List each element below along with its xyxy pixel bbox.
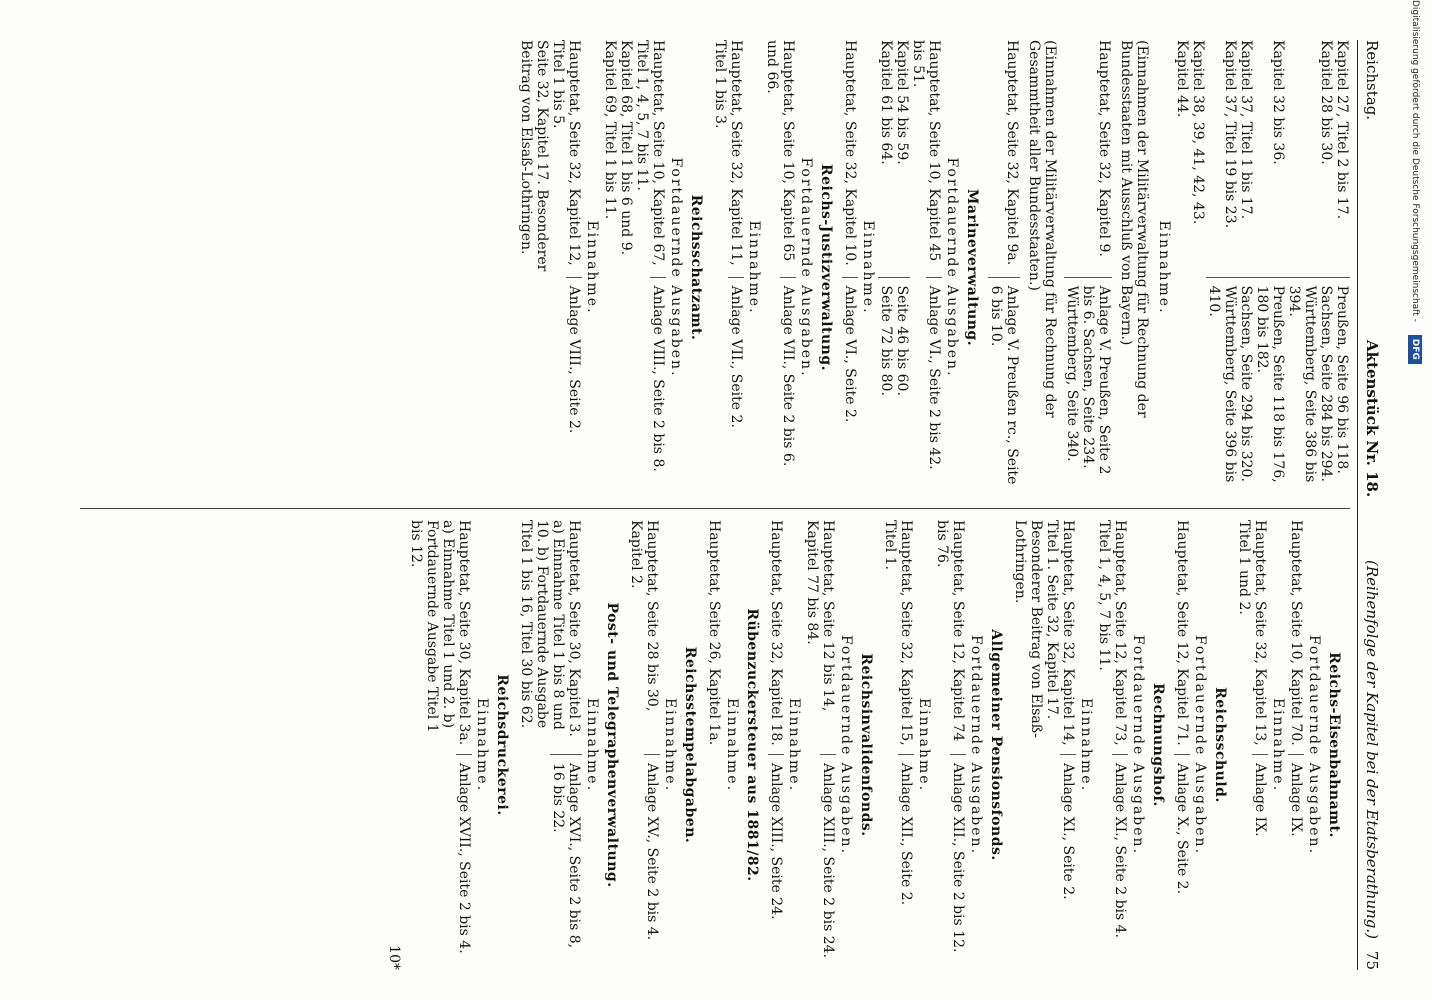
index-entry: Hauptetat, Seite 32, Kapitel 15, Titel 1. (882, 520, 914, 746)
index-entry: Hauptetat, Seite 32, Kapitel 14, Titel 1. Seite 32, Kapitel 17. Besonderer Beitrag von Elsaß-Lothringen. (1012, 520, 1076, 746)
index-row (764, 40, 796, 495)
index-row (618, 40, 634, 495)
index-entry: Kapitel 69, Titel 1 bis 11. (602, 40, 618, 220)
index-row (1206, 40, 1238, 495)
einnahme-heading: Einnahme. (662, 697, 678, 793)
index-row (1238, 40, 1254, 495)
left-rows-7 (712, 40, 744, 495)
index-entry: Hauptetat, Seite 12, Kapitel 71. (1174, 520, 1190, 746)
einnahme-heading: Einnahme. (746, 220, 762, 315)
subheading: Fortdauernde Ausgaben. (968, 634, 984, 856)
section-heading-schuld: Reichsschuld. (1212, 687, 1228, 803)
index-row (1254, 40, 1286, 495)
index-entry: Hauptetat, Seite 32, Kapitel 9. (1096, 40, 1112, 257)
header-title: (Reihenfolge der Kapitel bei der Etatsberathung.) (1363, 560, 1381, 940)
section-heading-invalidenfonds: Reichsinvalidenfonds. (858, 653, 874, 837)
index-row (1174, 520, 1190, 970)
index-row (1012, 520, 1076, 970)
index-reference: Anlage XV., Seite 2 bis 4. (644, 754, 660, 970)
einnahme-heading: Einnahme. (1156, 220, 1172, 315)
section-heading-ruebenzucker: Rübenzuckersteuer aus 1881/82. (744, 608, 760, 882)
dfg-badge: DFG (1408, 335, 1422, 364)
index-row (934, 520, 966, 970)
index-reference: Anlage VI., Seite 2 bis 42. (926, 277, 942, 495)
einnahme-heading: Einnahme. (584, 697, 600, 793)
einnahme-heading: Einnahme. (474, 697, 490, 793)
index-reference: Württemberg, Seite 396 bis 410. (1206, 277, 1238, 495)
index-entry: Kapitel 27, Titel 2 bis 17. (1334, 40, 1350, 220)
dfg-credit-strip (1403, 0, 1429, 1000)
right-rows-6 (934, 520, 966, 970)
right-rows-10 (706, 520, 722, 970)
section-heading-schatzamt: Reichsschatzamt. (688, 194, 704, 341)
index-entry: Hauptetat, Seite 32, Kapitel 13, Titel 1 und 2. (1236, 520, 1268, 746)
index-row (804, 520, 836, 970)
index-entry: Hauptetat, Seite 32, Kapitel 11, Titel 1 bis 3. (712, 40, 744, 266)
einnahme-heading: Einnahme. (916, 697, 932, 793)
index-entry: Hauptetat, Seite 26, Kapitel 1a. (706, 520, 722, 746)
index-row (768, 520, 784, 970)
index-row (634, 40, 666, 495)
index-entry: Hauptetat, Seite 10, Kapitel 45 bis 51. (910, 40, 942, 262)
einnahme-heading: Einnahme. (860, 220, 876, 315)
left-rows-2 (1064, 40, 1112, 495)
index-reference: Anlage VII., Seite 2. (728, 277, 744, 495)
note-paragraph: (Einnahmen der Militärverwaltung für Rechnung der Gesammtheit aller Bundesstaaten.) (1026, 40, 1058, 418)
index-entry: Kapitel 32 bis 36. (1270, 40, 1286, 165)
index-row (706, 520, 722, 970)
index-reference: Anlage X., Seite 2. (1174, 754, 1190, 970)
index-entry: Kapitel 37, Titel 1 bis 17. (1238, 40, 1254, 220)
index-row (550, 40, 582, 495)
right-rows-4 (1096, 520, 1128, 970)
index-entry: Kapitel 68, Titel 1 bis 6 und 9. (618, 40, 634, 256)
subheading: Fortdauernde Ausgaben. (668, 157, 684, 378)
index-entry: Hauptetat, Seite 32, Kapitel 18. (768, 520, 784, 746)
dfg-credit-text (1403, 0, 1427, 1000)
subheading: Fortdauernde Ausgaben. (944, 157, 960, 378)
right-rows-8 (804, 520, 836, 970)
index-reference: Seite 72 bis 80. (878, 277, 894, 495)
section-heading-justiz: Reichs-Justizverwaltung. (818, 163, 834, 372)
einnahme-heading: Einnahme. (584, 220, 600, 315)
index-entry: Hauptetat, Seite 32, Kapitel 10. (842, 40, 858, 266)
section-heading-eisenbahn: Reichs-Eisenbahnamt. (1326, 652, 1342, 838)
index-entry: Hauptetat, Seite 30, Kapitel 3a. a) Einnahme Titel 1 und 2. b) Fortdauernde Ausgabe Titel 1 bis 12. (408, 520, 472, 746)
index-row (602, 40, 618, 495)
index-reference: Anlage XIII., Seite 24. (768, 754, 784, 970)
index-row (628, 520, 660, 970)
index-entry: Hauptetat, Seite 30, Kapitel 3. a) Einnahme Titel 1 bis 8 und 10. b) Fortdauernde Ausgabe Titel 1 bis 16, Titel 30 bis 62. (518, 520, 582, 737)
section-heading-rechnungshof: Rechnungshof. (1150, 683, 1166, 807)
index-reference: Seite 46 bis 60. (894, 277, 910, 495)
index-reference: Anlage XI., Seite 2 bis 4. (1112, 754, 1128, 970)
index-row (1190, 40, 1206, 495)
right-rows-1 (1288, 520, 1304, 970)
right-rows-7 (882, 520, 914, 970)
index-row (1174, 40, 1190, 495)
running-header (1358, 40, 1380, 970)
index-row (894, 40, 910, 495)
index-row (1288, 520, 1304, 970)
index-reference: Anlage IX. (1252, 754, 1268, 970)
index-entry: Hauptetat, Seite 10, Kapitel 67, Titel 1, 4, 5, 7 bis 11. (634, 40, 666, 266)
index-reference: Anlage XI., Seite 2. (1060, 754, 1076, 970)
index-reference: Anlage XVII., Seite 2 bis 4. (456, 754, 472, 970)
einnahme-heading: Einnahme. (724, 697, 740, 793)
index-reference: Sachsen, Seite 284 bis 294. (1318, 277, 1334, 495)
right-rows-5 (1012, 520, 1076, 970)
page-number: 75 (1363, 950, 1381, 970)
subheading: Fortdauernde Ausgaben. (838, 634, 854, 856)
index-entry: Kapitel 38, 39, 41, 42, 43. (1190, 40, 1206, 225)
index-row (1286, 40, 1318, 495)
section-heading-pensionsfonds: Allgemeiner Pensionsfonds. (988, 629, 1004, 861)
left-rows-4 (878, 40, 942, 495)
index-row (910, 40, 942, 495)
index-row (1064, 40, 1112, 495)
rotated-document-page (30, 0, 1410, 1000)
index-entry: Kapitel 28 bis 30. (1318, 40, 1334, 165)
right-rows-9 (768, 520, 784, 970)
right-rows-12 (518, 520, 582, 970)
einnahme-heading: Einnahme. (1270, 697, 1286, 793)
index-entry: Kapitel 37, Titel 19 bis 23. (1222, 40, 1238, 229)
index-entry: Hauptetat, Seite 28 bis 30, Kapitel 2. (628, 520, 660, 712)
index-row (1096, 520, 1128, 970)
index-entry: Kapitel 61 bis 64. (878, 40, 894, 165)
einnahme-heading: Einnahme. (1078, 697, 1094, 793)
einnahme-heading: Einnahme. (786, 697, 802, 793)
right-rows-11 (628, 520, 660, 970)
index-reference: Anlage XII., Seite 2. (898, 754, 914, 970)
index-reference: Anlage VI., Seite 2. (842, 277, 858, 495)
right-rows-3 (1174, 520, 1190, 970)
subheading: Fortdauernde Ausgaben. (1192, 634, 1208, 856)
left-rows-3 (988, 40, 1020, 495)
index-row (882, 520, 914, 970)
index-reference: Anlage XIII., Seite 2 bis 24. (820, 754, 836, 970)
index-row (988, 40, 1020, 495)
index-row (408, 520, 472, 970)
left-rows-6 (764, 40, 796, 495)
index-reference: Anlage XII., Seite 2 bis 12. (950, 754, 966, 970)
index-reference: Anlage VIII., Seite 2 bis 8. (650, 277, 666, 495)
index-entry: Hauptetat, Seite 32, Kapitel 9a. (1004, 40, 1020, 266)
index-reference: Anlage VII., Seite 2 bis 6. (780, 277, 796, 495)
index-entry: Hauptetat, Seite 10, Kapitel 70. (1288, 520, 1304, 746)
note-paragraph: (Einnahmen der Militärverwaltung für Rechnung der Bundesstaaten mit Ausschluß von Bayern.) (1118, 40, 1150, 418)
index-row (518, 40, 550, 495)
index-entry: Hauptetat, Seite 32, Kapitel 12, Titel 1 bis 5. (550, 40, 582, 266)
index-entry: Hauptetat, Seite 12, Kapitel 73, Titel 1, 4, 5, 7 bis 11. (1096, 520, 1128, 746)
header-aktenstueck: Aktenstück Nr. 18. (1363, 340, 1381, 498)
index-entry: Kapitel 54 bis 59. (894, 40, 910, 165)
subheading: Fortdauernde Ausgaben. (798, 157, 814, 378)
index-reference: Württemberg, Seite 386 bis 394. (1286, 277, 1318, 495)
index-reference: Preußen, Seite 96 bis 118. (1334, 277, 1350, 495)
index-reference: Preußen, Seite 118 bis 176, 180 bis 182. (1254, 277, 1286, 495)
section-heading-post: Post- und Telegraphenverwaltung. (604, 602, 620, 888)
index-row (1318, 40, 1334, 495)
left-rows-8 (602, 40, 666, 495)
index-entry: Kapitel 44. (1174, 40, 1190, 118)
left-rows-1 (1174, 40, 1350, 495)
index-reference: Anlage VIII., Seite 2. (566, 277, 582, 495)
index-row (712, 40, 744, 495)
index-reference: Anlage XVI., Seite 2 bis 8, 16 bis 22. (550, 754, 582, 970)
index-reference: Anlage V. Preußen rc., Seite 6 bis 10. (988, 277, 1020, 495)
index-row (518, 520, 582, 970)
index-entry: Hauptetat, Seite 12 bis 14, Kapitel 77 bis 84. (804, 520, 836, 712)
footnote-marker: 10* (386, 945, 402, 970)
index-reference: Anlage V. Preußen, Seite 2 bis 6. Sachsen, Seite 234. Württemberg, Seite 340. (1064, 277, 1112, 495)
header-rule (1357, 40, 1358, 970)
index-row (842, 40, 858, 495)
index-row (1236, 520, 1268, 970)
index-entry: Hauptetat, Seite 12, Kapitel 74 bis 76. (934, 520, 966, 742)
right-column (80, 520, 1350, 970)
index-entry: Seite 32, Kapitel 17. Besonderer Beitrag von Elsaß-Lothringen. (518, 40, 550, 272)
right-rows-13 (408, 520, 472, 970)
index-row (878, 40, 894, 495)
subheading: Fortdauernde Ausgaben. (1130, 634, 1146, 856)
index-reference: Sachsen, Seite 294 bis 320. (1238, 277, 1254, 495)
header-reichstag: Reichstag. (1363, 40, 1381, 121)
left-rows-5 (842, 40, 858, 495)
section-heading-stempelabgaben: Reichsstempelabgaben. (682, 646, 698, 844)
right-rows-2 (1236, 520, 1268, 970)
left-column (80, 40, 1350, 495)
section-heading-marine: Marineverwaltung. (964, 188, 980, 347)
dfg-credit: Digitalisierung gefördert durch die Deutsche Forschungsgemeinschaft - (1410, 0, 1420, 322)
index-entry: Hauptetat, Seite 10, Kapitel 65 und 66. (764, 40, 796, 262)
subheading: Fortdauernde Ausgaben. (1306, 634, 1322, 856)
index-reference: Anlage IX. (1288, 754, 1304, 970)
section-heading-druckerei: Reichsdruckerei. (494, 674, 510, 816)
column-divider (80, 508, 1350, 509)
index-row (1334, 40, 1350, 495)
left-rows-9 (518, 40, 582, 495)
